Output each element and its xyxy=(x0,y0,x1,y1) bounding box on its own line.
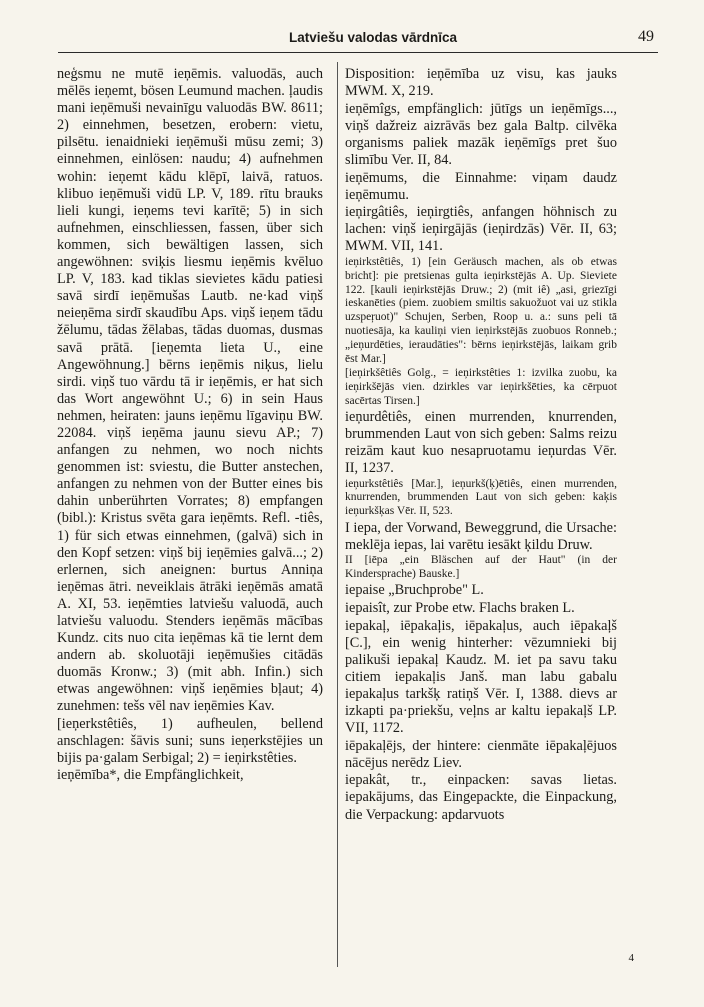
dictionary-entry: ieņēmība*, die Empfänglichkeit, xyxy=(57,766,244,783)
column-divider xyxy=(337,62,338,967)
left-column xyxy=(57,66,323,784)
dictionary-entry: iepakaļ, iēpakaļis, iēpakaļus, auch iēpakaļš [C.], ein wenig hinterher: vēzumnieki bij palikuši iepakaļ Kaudz. M. iet pa savu taku citiem iepakaļis Janš. man labu gabalu iepakaļus tarkšķ ratiņš Vēr. I, 1388. dievs ar izkapti pa·priekšu, veļns ar kaltu iepakaļš LP. VII, 1172. xyxy=(345,617,617,737)
dictionary-entry: iepakât, tr., einpacken: savas lietas. iepakājums, das Eingepackte, die Einpackung, die Verpackung: apdarvuots xyxy=(345,772,617,823)
page-number: 49 xyxy=(638,28,654,45)
dictionary-entry: iepaisît, zur Probe etw. Flachs braken L. xyxy=(345,599,575,616)
dictionary-entry: I iepa, der Vorwand, Beweggrund, die Ursache: meklēja iepas, lai varētu iesākt ķildu Druw. xyxy=(345,519,617,553)
dictionary-entry: iēpakaļējs, der hintere: cienmāte iēpakaļējuos nācējus nerēdz Liev. xyxy=(345,737,617,771)
dictionary-entry: ieņurkstêtiês [Mar.], ieņurkš(ķ)ētiês, einen murrenden, knurrenden, brummenden Laut von sich geben: kaķis ieņurkšķas Vēr. II, 523. xyxy=(345,477,617,518)
dictionary-entry: II [iēpa „ein Bläschen auf der Haut" (in der Kindersprache) Bauske.] xyxy=(345,554,617,581)
dictionary-entry: ieņēmums, die Einnahme: viņam daudz ieņēmumu. xyxy=(345,169,617,203)
right-column xyxy=(345,66,617,824)
dictionary-entry: ieņurdêtiês, einen murrenden, knurrenden, brummenden Laut von sich geben: Salms reizu reizām kaut kuo nesapruotamu ieņurdas Vēr. II, 1237. xyxy=(345,408,617,477)
dictionary-entry: iepaise „Bruchprobe" L. xyxy=(345,582,484,599)
dictionary-entry: [ieņirkšêtiês Golg., = ieņirkstêties 1: izvilka zuobu, ka ieņirkšējās vien. dzirkles var ieņirkšēties, ka cērpuot sacērtas Tirsen.] xyxy=(345,366,617,407)
dictionary-entry: Disposition: ieņēmība uz visu, kas jauks MWM. X, 219. xyxy=(345,66,617,100)
running-title: Latviešu valodas vārdnīca xyxy=(288,30,458,45)
dictionary-entry: neģsmu ne mutē ieņēmis. valuodās, auch mēlēs ieņemt, bösen Leumund machen. ļaudis mani ieņēmuši nevainīgu valuodās BW. 8611; 2) einnehmen, besetzen, erobern: vietu, pilsētu. ienaidnieki ieņēmuši mūsu zemi; 3) einnehmen, einlösen: naudu; 4) aufnehmen wohin: ieņemt kādu klēpī, laivā, ratuos. klibuo ieņēmuši vidū LP. V, 189. rītu brauks lieli kungi, ieņems tevi karītē; 5) in sich aufnehmen, einschliessen, fassen, über sich kommen, sich bewältigen lassen, sich angewöhnen: sviķis liesmu ieņēmis kvēluo LP. V, 183. kad tiklas sievietes kādu patiesi savā sirdī ieņēmušas Lautb. ne·kad viņš neieņēma sirdī skaudību Aps. viņš ieņem tādu žēlumu, tādas žēlabas, tādas duomas, dusmas savā prātā. [ieņemta lieta U., eine Angewöhnung.] bērns ieņēmis niķus, lielu sirdi. viņš tuo vārdu tā ir ieņēmis, er hat sich das Wort angewöhnt U.; 6) in sein Haus nehmen, heiraten: jauns ieņēmu līgaviņu BW. 22084. viņš ieņēma jaunu sievu AP.; 7) anfangen zu nehmen, wo noch nichts genommen ist: sviestu, die Butter anstechen, anfangen zu nehmen von der Butter eines bis dahin unberührten Vorrates; 8) empfangen (bibl.): Kristus svēta gara ieņēmts. Refl. -tiês, 1) für sich etwas einnehmen, (galvā) sich in den Kopf setzen: viņš bij ieņēmies galvā...; 2) erlernen, sich aneignen: burtus Anniņa ieņēmas ātri. neveiklais ātrāki ieņēmās amatā A. XI, 53. ieņēmties latviešu valuodā, auch latviešu valuodu. Stenders ieņēmās mācības Kundz. cits nuo cita ieņēmas kā tie lernt dem andern ab. skoluotāji ieņēmušies citādās duomās Kronw.; 3) (mit abh. Infin.) sich etwas angewöhnen: viņš ieņēmies bļaut; 4) zunehmen: tešs vēl nav ieņēmies Kav. xyxy=(57,66,323,715)
dictionary-entry: [ieņerkstêtiês, 1) aufheulen, bellend anschlagen: šāvis suni; suns ieņerkstējies un bijis pa·galam Serbigal; 2) = ieņirkstêties. xyxy=(57,715,323,766)
dictionary-entry: ieņirgâtiês, ieņirgtiês, anfangen höhnisch zu lachen: viņš ieņirgājās (ieņirdzās) Vēr. II, 63; MWM. VII, 141. xyxy=(345,204,617,255)
signature-mark: 4 xyxy=(628,952,634,964)
page-header xyxy=(58,28,658,53)
dictionary-entry: ieņirkstêtiês, 1) [ein Geräusch machen, als ob etwas bricht]: pie pretsienas gulta ieņirkstējās A. Up. Sieviete 122. [kauli ieņirkstējās Druw.; 2) (mit iê) „asi, griezīgi ieskanēties (piem. zuobiem smiltis sakuožuot vai uz stikla uzspeŗuot)" Schujen, Serben, Roop u. a.: suns peli tā nuotiesāja, ka kauliņi vien ieņirkstējās zuobuos Ronneb.; „ieņurdēties, ieraudāties": bērns ieņirkstējās, laikam grib ēst Mar.] xyxy=(345,256,617,365)
dictionary-entry: ieņēmîgs, empfänglich: jūtīgs un ieņēmīgs..., viņš dažreiz aizrāvās bez gala Baltp. cilvēka organisms paliek mazāk ieņēmīgs pret šuo slimību Ver. II, 84. xyxy=(345,100,617,168)
